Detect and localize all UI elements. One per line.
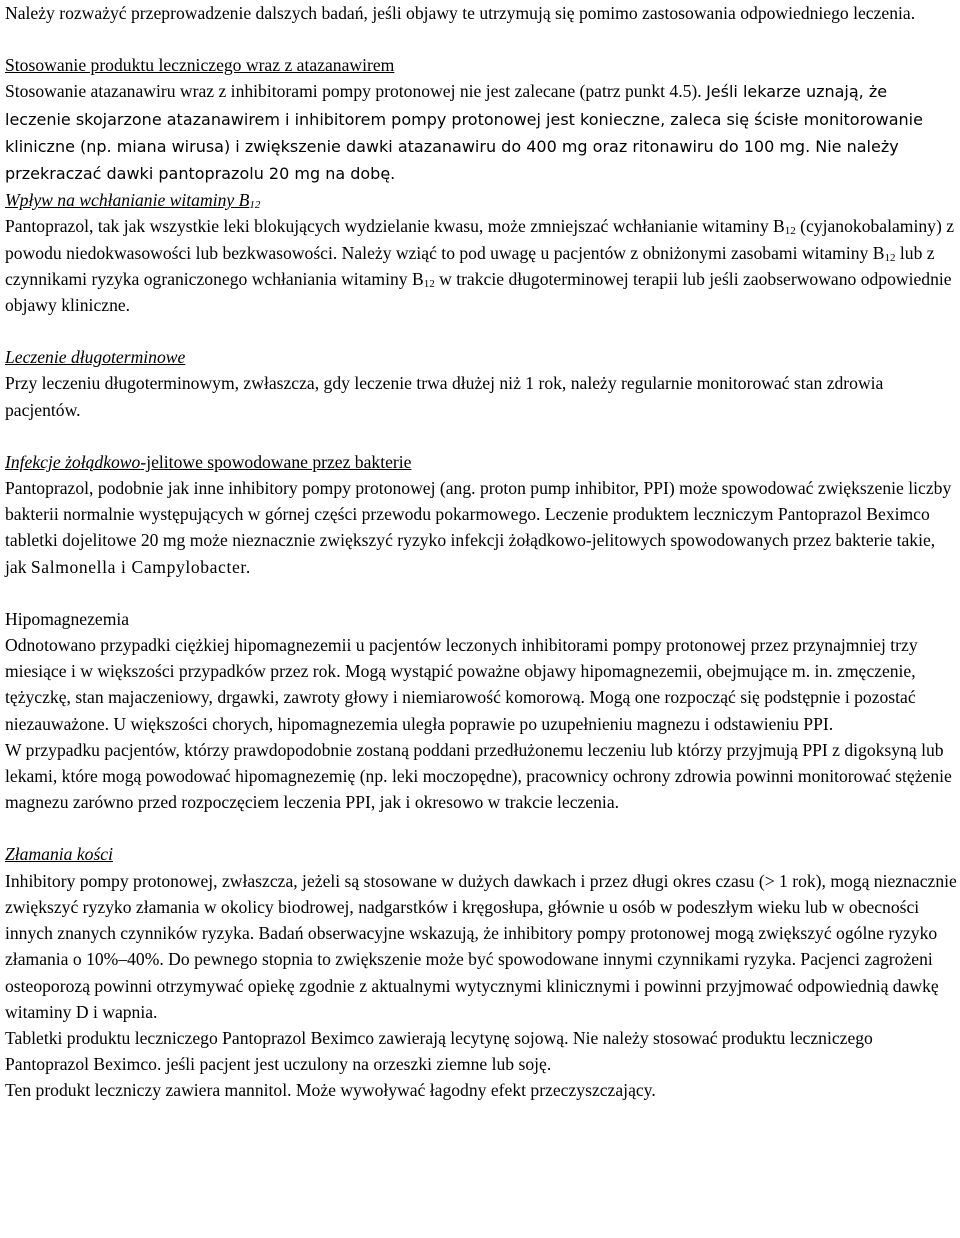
infections-text: Pantoprazol, podobnie jak inne inhibitory pompy protonowej (ang. proton pump inhibitor, PPI) może spowodować zwiększenie liczby bakterii normalnie występujących w górnej części przewodu pokarmowego. Leczenie produktem leczniczym Pantoprazol Beximco tabletki dojelitowe 20 mg może nieznacznie zwiększyć ryzyko infekcji żołądkowo-jelitowych spowodowanych przez bakterie takie, jak: [5, 478, 952, 577]
b12-sub-3: 12: [423, 277, 435, 290]
b12-text-2: (cyjanokobalaminy) z powodu niedokwasowości lub bezkwasowości. Należy wziąć to pod uwagę u pacjentów z obniżonymi zasobami witaminy B: [5, 216, 955, 263]
atazanavir-heading: Stosowanie produktu leczniczego wraz z atazanawirem: [5, 55, 395, 76]
spacer: [5, 815, 957, 841]
longterm-heading: Leczenie długoterminowe: [5, 347, 186, 368]
document-page: [5, 0, 957, 1104]
b12-text-1: Pantoprazol, tak jak wszystkie leki blokujących wydzielanie kwasu, może zmniejszać wchłanianie witaminy B: [5, 216, 785, 237]
spacer: [5, 423, 957, 449]
b12-text-3: lub z czynnikami ryzyka ograniczonego wchłaniania witaminy B: [5, 242, 935, 289]
infections-paragraph: [5, 475, 957, 580]
spacer: [5, 318, 957, 344]
fractures-paragraph-3: Ten produkt leczniczy zawiera mannitol. Może wywoływać łagodny efekt przeczyszczający.: [5, 1080, 656, 1101]
hypomagnesemia-heading: Hipomagnezemia: [5, 608, 130, 629]
hypomagnesemia-paragraph-2: W przypadku pacjentów, którzy prawdopodobnie zostaną poddani przedłużonemu leczeniu lub którzy przyjmują PPI z digoksyną lub lekami, które mogą powodować hipomagnezemię (np. leki moczopędne), pracownicy ochrony zdrowia powinni monitorować stężenie magnezu zarówno przed rozpoczęciem leczenia PPI, jak i okresowo w trakcie leczenia.: [5, 739, 952, 813]
fractures-heading: Złamania kości: [5, 844, 114, 865]
b12-sub-2: 12: [884, 251, 896, 264]
b12-heading-subscript: 12: [249, 199, 261, 212]
fractures-paragraph-1: Inhibitory pompy protonowej, zwłaszcza, jeżeli są stosowane w dużych dawkach i przez długi okres czasu (> 1 rok), mogą nieznacznie zwiększyć ryzyko złamania w okolicy biodrowej, nadgarstków i kręgosłupa, głównie u osób w podeszłym wieku lub w obecności innych znanych czynników ryzyka. Badań obserwacyjne wskazują, że inhibitory pompy protonowej mogą zwiększyć ogólne ryzyko złamania o 10%–40%. Do pewnego stopnia to zwiększenie może być spowodowane innymi czynnikami ryzyka. Pacjenci zagrożeni osteoporozą powinni otrzymywać opiekę zgodnie z aktualnymi wytycznymi klinicznymi i powinni przyjmować odpowiednią dawkę witaminy D i wapnia.: [5, 870, 957, 1022]
atazanavir-text-b: Jeśli lekarze uznają, że leczenie skojarzone atazanawirem i inhibitorem pompy protonowej jest konieczne, zaleca się ścisłe monitorowanie kliniczne (np. miana wirusa) i zwiększenie dawki atazanawiru do 400 mg oraz ritonawiru do 100 mg. Nie należy przekraczać dawki pantoprazolu 20 mg na dobę.: [5, 82, 923, 184]
b12-heading: [5, 187, 957, 213]
b12-sub-1: 12: [784, 225, 796, 238]
spacer: [5, 26, 957, 52]
b12-paragraph: [5, 213, 957, 318]
longterm-paragraph: Przy leczeniu długoterminowym, zwłaszcza, gdy leczenie trwa dłużej niż 1 rok, należy regularnie monitorować stan zdrowia pacjentów.: [5, 373, 884, 420]
infections-text-end: Salmonella i Campylobacter.: [30, 556, 251, 577]
atazanavir-text-a: Stosowanie atazanawiru wraz z inhibitorami pompy protonowej nie jest zalecane (patrz punkt 4.5).: [5, 81, 702, 102]
hypomagnesemia-paragraph-1: Odnotowano przypadki ciężkiej hipomagnezemii u pacjentów leczonych inhibitorami pompy protonowej przez przynajmniej trzy miesiące i w większości przypadków przez rok. Mogą wystąpić poważne objawy hipomagnezemii, obejmujące m. in. zmęczenie, tężyczkę, stan majaczeniowy, drgawki, zawroty głowy i niemiarowość komorową. Mogą one rozpocząć się podstępnie i pozostać niezauważone. U większości chorych, hipomagnezemia uległa poprawie po uzupełnieniu magnezu i odstawieniu PPI.: [5, 635, 918, 734]
infections-heading-italic: Infekcje żołądkowo: [5, 451, 141, 472]
b12-text-4: w trakcie długoterminowej terapii lub jeśli zaobserwowano odpowiednie objawy kliniczne.: [5, 268, 952, 316]
infections-heading-rest: -jelitowe spowodowane przez bakterie: [140, 451, 412, 472]
atazanavir-paragraph: [5, 78, 957, 187]
infections-heading: [5, 449, 957, 475]
b12-heading-text: Wpływ na wchłanianie witaminy B: [5, 190, 250, 211]
intro-paragraph: Należy rozważyć przeprowadzenie dalszych badań, jeśli objawy te utrzymują się pomimo zastosowania odpowiedniego leczenia.: [5, 3, 916, 23]
spacer: [5, 580, 957, 606]
fractures-paragraph-2: Tabletki produktu leczniczego Pantoprazol Beximco zawierają lecytynę sojową. Nie należy stosować produktu leczniczego Pantoprazol Beximco. jeśli pacjent jest uczulony na orzeszki ziemne lub soję.: [5, 1027, 873, 1075]
